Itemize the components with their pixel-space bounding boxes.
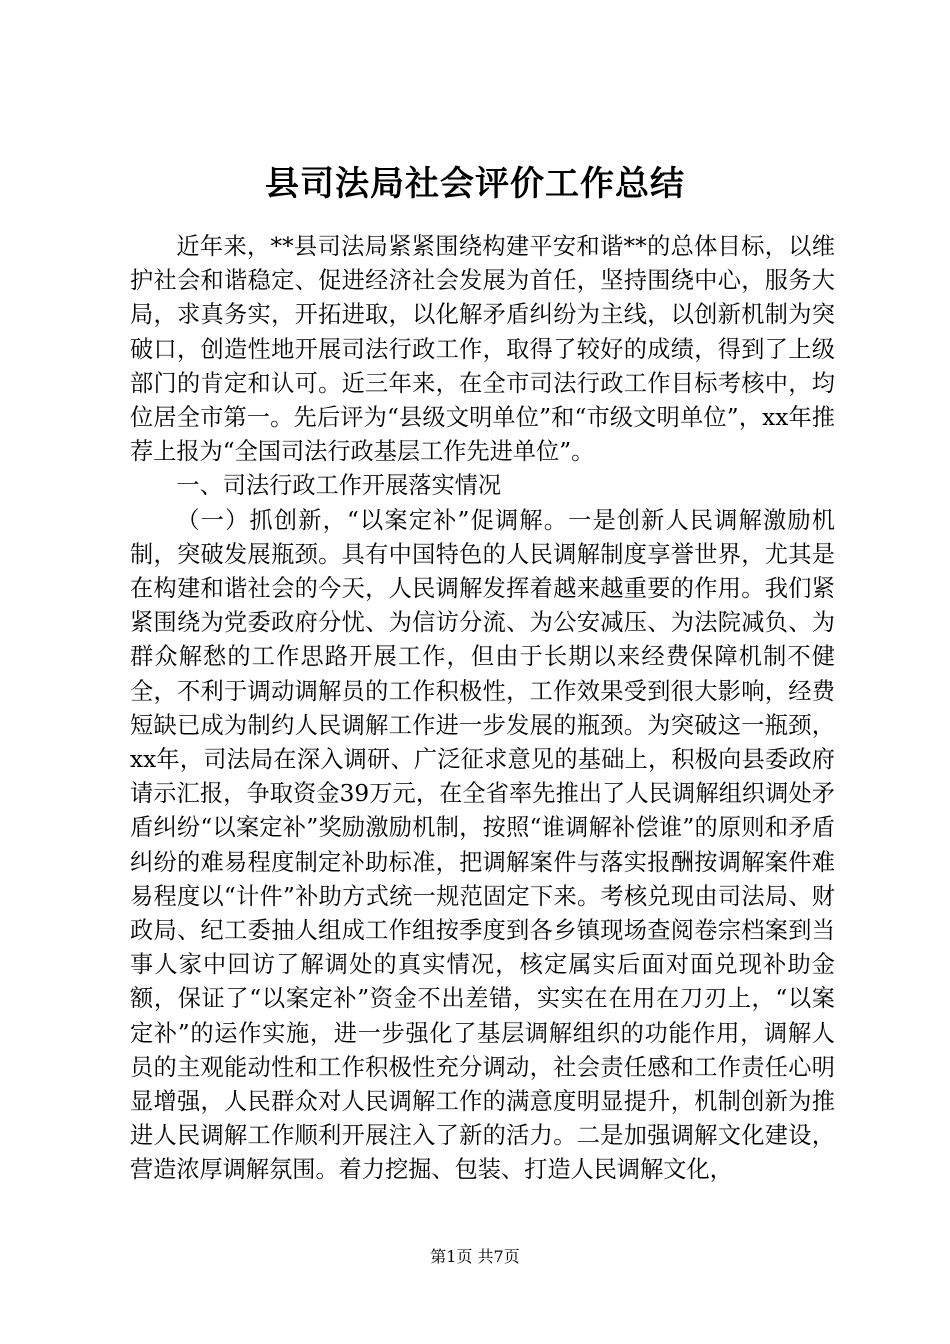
section-heading: 一、司法行政工作开展落实情况 [176, 472, 502, 500]
document-title: 县司法局社会评价工作总结 [265, 164, 685, 204]
page-number: 第1页 共7页 [430, 1247, 520, 1266]
document-body [130, 230, 835, 1188]
subsection-paragraph: （一）抓创新，“以案定补”促调解。一是创新人民调解激励机制，突破发展瓶颈。具有中国特色的人民调解制度享誉世界，尤其是在构建和谐社会的今天，人民调解发挥着越来越重要的作用。我们紧紧围绕为党委政府分忧、为信访分流、为公安减压、为法院减负、为群众解愁的工作思路开展工作，但由于长期以来经费保障机制不健全，不利于调动调解员的工作积极性，工作效果受到很大影响，经费短缺已成为制约人民调解工作进一步发展的瓶颈。为突破这一瓶颈，xx年，司法局在深入调研、广泛征求意见的基础上，积极向县委政府请示汇报，争取资金39万元，在全省率先推出了人民调解组织调处矛盾纠纷“以案定补”奖励激励机制，按照“谁调解补偿谁”的原则和矛盾纠纷的难易程度制定补助标准，把调解案件与落实报酬按调解案件难易程度以“计件”补助方式统一规范固定下来。考核兑现由司法局、财政局、纪工委抽人组成工作组按季度到各乡镇现场查阅卷宗档案到当事人家中回访了解调处的真实情况，核定属实后面对面兑现补助金额，保证了“以案定补”资金不出差错，实实在在用在刀刃上，“以案定补”的运作实施，进一步强化了基层调解组织的功能作用，调解人员的主观能动性和工作积极性充分调动，社会责任感和工作责任心明显增强，人民群众对人民调解工作的满意度明显提升，机制创新为推进人民调解工作顺利开展注入了新的活力。二是加强调解文化建设，营造浓厚调解氛围。着力挖掘、包装、打造人民调解文化， [130, 506, 835, 1184]
intro-paragraph: 近年来，**县司法局紧紧围绕构建平安和谐**的总体目标，以维护社会和谐稳定、促进经济社会发展为首任，坚持围绕中心，服务大局，求真务实，开拓进取，以化解矛盾纠纷为主线，以创新机制为突破口，创造性地开展司法行政工作，取得了较好的成绩，得到了上级部门的肯定和认可。近三年来，在全市司法行政工作目标考核中，均位居全市第一。先后评为“县级文明单位”和“市级文明单位”，xx年推荐上报为“全国司法行政基层工作先进单位”。 [130, 233, 835, 466]
